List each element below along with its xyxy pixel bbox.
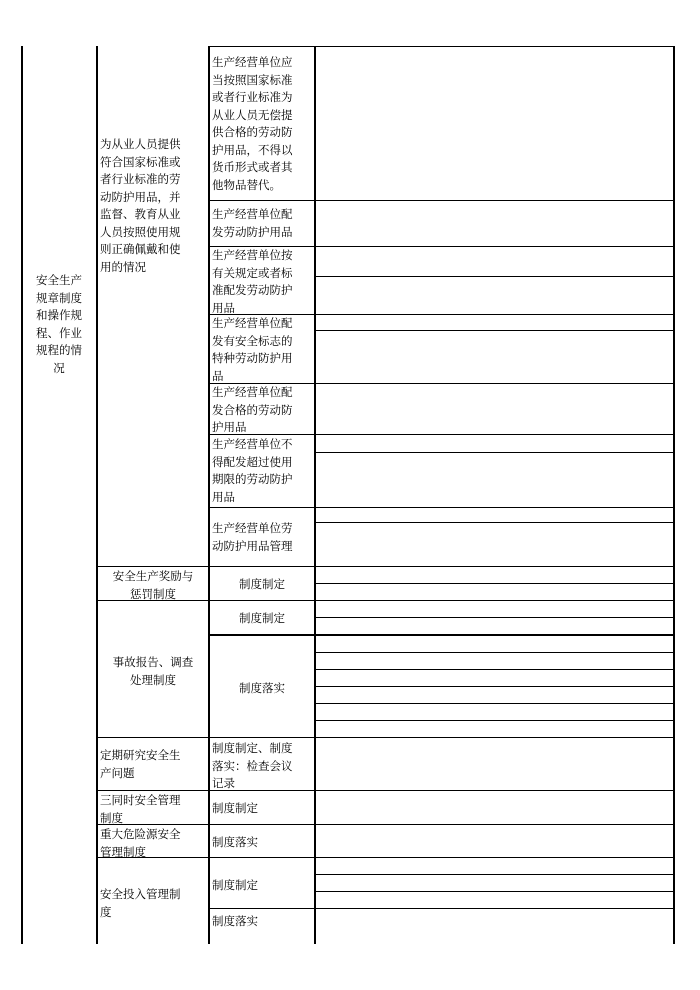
periodic-making-label: 制度制定、制度 落实：检查会议 记录 [212,741,293,790]
ppe-item-free-provision: 生产经营单位应 当按照国家标准 或者行业标准为 从业人员无偿提 供合格的劳动防 护用品，不得以 货币形式或者其 他物品替代。 [212,55,293,192]
accident-impl-label: 制度落实 [239,681,285,695]
accident-making-label: 制度制定 [239,611,285,625]
grid-hline [314,330,675,331]
grid-hline [96,790,675,791]
ppe-item-management: 生产经营单位劳 动防护用品管理 [212,521,293,553]
grid-vline [96,46,98,944]
grid-hline [314,617,675,618]
ppe-item-standard: 生产经营单位按 有关规定或者标 准配发劳动防护 用品 [212,248,293,315]
reward-punishment-label: 安全生产奖励与 惩罚制度 [112,569,194,601]
three-making-label: 制度制定 [212,801,258,815]
grid-hline [314,276,675,277]
invest-impl-label: 制度落实 [212,914,258,928]
safety-investment-label: 安全投入管理制 度 [100,887,181,919]
ppe-item-expiry: 生产经营单位不 得配发超过使用 期限的劳动防护 用品 [212,437,293,504]
reward-making-label: 制度制定 [239,577,285,591]
grid-hline [96,566,675,567]
grid-vline [21,46,23,944]
grid-hline [314,891,675,892]
periodic-research-label: 定期研究安全生 产问题 [100,748,181,780]
grid-hline [314,522,675,523]
grid-hline [314,669,675,670]
category-label: 安全生产 规章制度 和操作规 程、作业 规程的情 况 [36,273,82,375]
three-simultaneous-label: 三同时安全管理 制度 [100,793,181,825]
major-impl-label: 制度落实 [212,835,258,849]
grid-vline [314,46,316,944]
accident-report-label: 事故报告、调查 处理制度 [112,655,194,687]
grid-hline [314,652,675,653]
ppe-item-safety-mark: 生产经营单位配 发有安全标志的 特种劳动防护用 品 [212,316,293,383]
grid-hline [208,908,675,909]
ppe-requirement-label: 为从业人员提供 符合国家标准或 者行业标准的劳 动防护用品，并 监督、教育从业 人员按照使用规 则正确佩戴和使 用的情况 [100,137,181,274]
grid-hline [314,452,675,453]
grid-hline [314,874,675,875]
grid-hline [314,686,675,687]
major-hazard-label: 重大危险源安全 管理制度 [100,827,181,859]
grid-hline [314,703,675,704]
grid-hline [314,583,675,584]
grid-hline [208,507,675,508]
grid-vline [208,46,210,944]
invest-making-label: 制度制定 [212,878,258,892]
ppe-item-qualified: 生产经营单位配 发合格的劳动防 护用品 [212,385,293,434]
grid-hline [208,200,675,201]
grid-hline [208,634,675,636]
grid-hline [96,737,675,738]
grid-hline [314,720,675,721]
grid-vline [673,46,675,944]
ppe-item-issue: 生产经营单位配 发劳动防护用品 [212,207,293,239]
grid-hline [208,46,675,47]
